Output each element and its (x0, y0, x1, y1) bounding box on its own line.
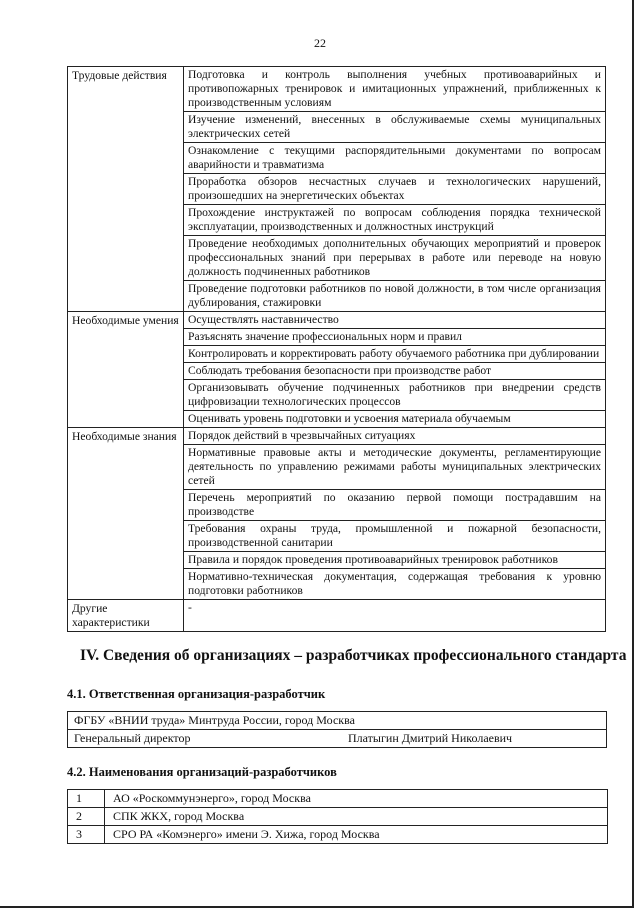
table-row (68, 67, 606, 112)
required-knowledge-item: Перечень мероприятий по оказанию первой помощи пострадавшим на производстве (184, 490, 606, 521)
required-knowledge-label: Необходимые знания (68, 428, 184, 600)
other-characteristics-label: Другие характеристики (68, 600, 184, 632)
director-position: Генеральный директор (68, 730, 339, 748)
row-number: 2 (68, 808, 105, 826)
table-row (68, 312, 606, 329)
labor-actions-item: Подготовка и контроль выполнения учебных противоаварийных и противопожарных тренировок и имитационных упражнений, приближенных к производственным условиям (184, 67, 606, 112)
work-functions-table (67, 66, 606, 632)
required-skills-item: Организовывать обучение подчиненных работников при внедрении средств цифровизации технологических процессов (184, 380, 606, 411)
organization-name: СРО РА «Комэнерго» имени Э. Хижа, город Москва (105, 826, 608, 844)
labor-actions-item: Проработка обзоров несчастных случаев и технологических нарушений, произошедших на энергетических объектах (184, 174, 606, 205)
labor-actions-label: Трудовые действия (68, 67, 184, 312)
table-row (68, 428, 606, 445)
section-iv-title: IV. Сведения об организациях – разработчиках профессионального стандарта (80, 647, 627, 664)
required-knowledge-item: Правила и порядок проведения противоаварийных тренировок работников (184, 552, 606, 569)
required-skills-item: Разъяснять значение профессиональных норм и правил (184, 329, 606, 346)
required-knowledge-item: Нормативно-техническая документация, содержащая требования к уровню подготовки работников (184, 569, 606, 600)
director-name: Платыгин Дмитрий Николаевич (338, 730, 607, 748)
required-skills-item: Соблюдать требования безопасности при производстве работ (184, 363, 606, 380)
page-number: 22 (314, 36, 326, 50)
required-knowledge-item: Нормативные правовые акты и методические документы, регламентирующие деятельность по управлению режимами работы муниципальных электрических сетей (184, 445, 606, 490)
row-number: 3 (68, 826, 105, 844)
required-skills-item: Осуществлять наставничество (184, 312, 606, 329)
developer-organizations-table (67, 789, 608, 844)
responsible-organization-name: ФГБУ «ВНИИ труда» Минтруда России, город Москва (68, 712, 607, 730)
table-row (68, 808, 608, 826)
required-knowledge-item: Требования охраны труда, промышленной и пожарной безопасности, производственной санитарии (184, 521, 606, 552)
labor-actions-item: Изучение изменений, внесенных в обслуживаемые схемы муниципальных электрических сетей (184, 112, 606, 143)
labor-actions-item: Проведение необходимых дополнительных обучающих мероприятий и проверок профессиональных знаний при перерывах в работе или переводе на новую должность подчиненных работников (184, 236, 606, 281)
subsection-4-1-title: 4.1. Ответственная организация-разработчик (67, 687, 326, 701)
required-skills-item: Контролировать и корректировать работу обучаемого работника при дублировании (184, 346, 606, 363)
table-row (68, 790, 608, 808)
organization-name: АО «Роскоммунэнерго», город Москва (105, 790, 608, 808)
subsection-4-2-title: 4.2. Наименования организаций-разработчиков (67, 765, 337, 779)
required-skills-item: Оценивать уровень подготовки и усвоения материала обучаемым (184, 411, 606, 428)
labor-actions-item: Ознакомление с текущими распорядительными документами по вопросам аварийности и травматизма (184, 143, 606, 174)
required-knowledge-item: Порядок действий в чрезвычайных ситуациях (184, 428, 606, 445)
labor-actions-item: Прохождение инструктажей по вопросам соблюдения порядка технической эксплуатации, производственных и должностных инструкций (184, 205, 606, 236)
responsible-organization-table (67, 711, 607, 748)
row-number: 1 (68, 790, 105, 808)
organization-name: СПК ЖКХ, город Москва (105, 808, 608, 826)
table-row (68, 826, 608, 844)
labor-actions-item: Проведение подготовки работников по новой должности, в том числе организация дублирования, стажировки (184, 281, 606, 312)
other-characteristics-item: - (184, 600, 606, 632)
required-skills-label: Необходимые умения (68, 312, 184, 428)
table-row (68, 600, 606, 632)
